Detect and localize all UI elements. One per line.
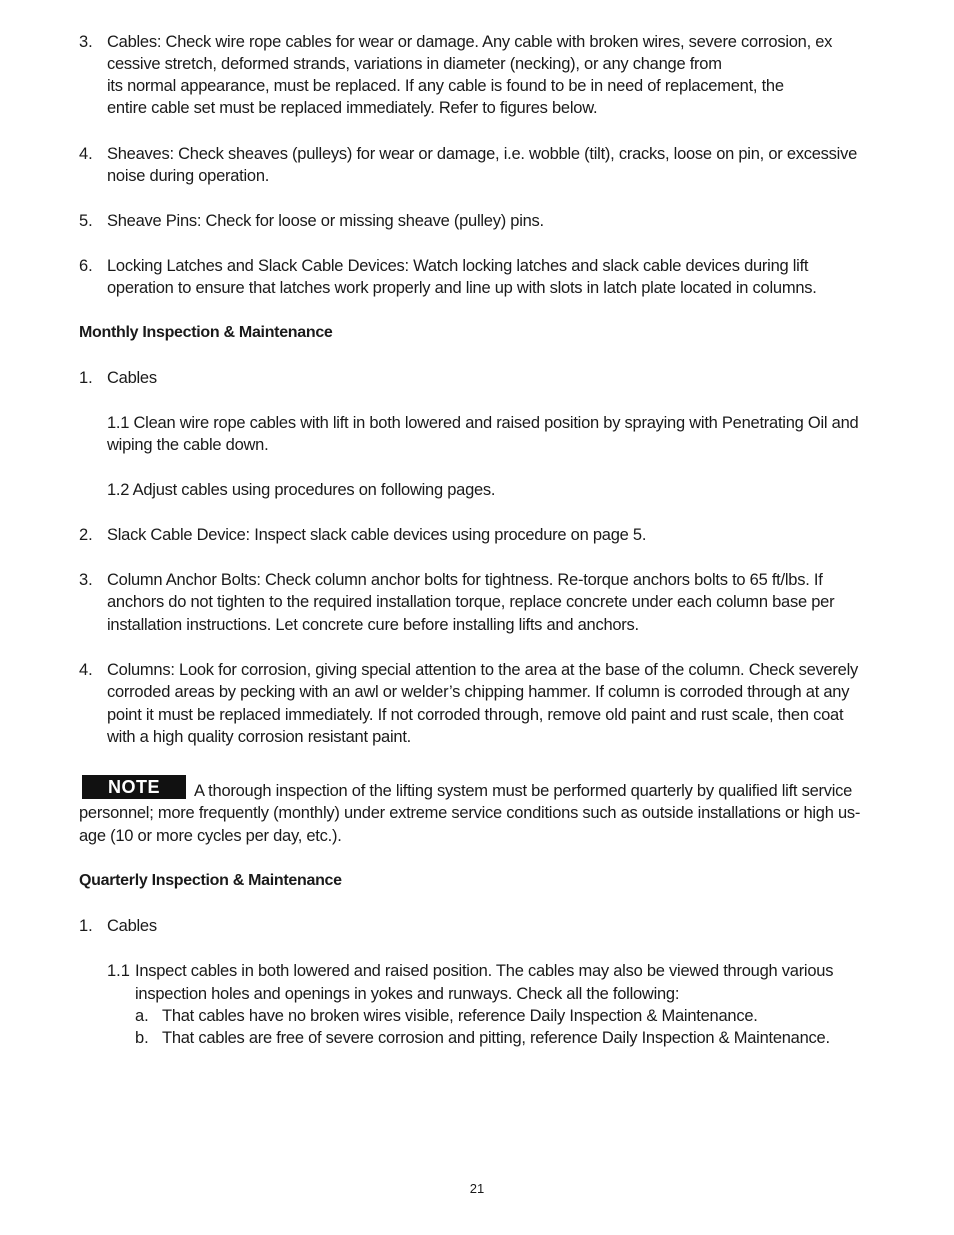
paragraph-line: installation instructions. Let concrete cure before installing lifts and anchors. (107, 616, 639, 634)
paragraph-line: Locking Latches and Slack Cable Devices: Watch locking latches and slack cable devices during lift (107, 257, 809, 275)
list-number: 3. (79, 33, 93, 51)
monthly-heading: Monthly Inspection & Maintenance (79, 324, 333, 341)
paragraph-line: its normal appearance, must be replaced. If any cable is found to be in need of replacement, the (107, 77, 784, 95)
list-number: 2. (79, 526, 93, 544)
list-number: 6. (79, 257, 93, 275)
paragraph-line: 1.1 Clean wire rope cables with lift in both lowered and raised position by spraying with Penetrating Oil and (107, 414, 859, 432)
page-number: 21 (469, 1181, 485, 1196)
paragraph-line: with a high quality corrosion resistant paint. (107, 728, 411, 746)
paragraph-line: Cables: Check wire rope cables for wear or damage. Any cable with broken wires, severe corrosion, ex (107, 33, 833, 51)
item-label: Cables (107, 369, 157, 387)
paragraph-line: wiping the cable down. (107, 436, 269, 454)
item-label: Cables (107, 917, 157, 935)
paragraph-line: Sheave Pins: Check for loose or missing sheave (pulley) pins. (107, 212, 544, 230)
quarterly-heading: Quarterly Inspection & Maintenance (79, 872, 342, 889)
paragraph-line: A thorough inspection of the lifting system must be performed quarterly by qualified lift service (194, 782, 853, 800)
paragraph-line: anchors do not tighten to the required installation torque, replace concrete under each column base per (107, 593, 835, 611)
paragraph-line: 1.2 Adjust cables using procedures on following pages. (107, 481, 496, 499)
list-number: 5. (79, 212, 93, 230)
paragraph-line: cessive stretch, deformed strands, variations in diameter (necking), or any change from (107, 55, 722, 73)
paragraph-line: Slack Cable Device: Inspect slack cable devices using procedure on page 5. (107, 526, 647, 544)
paragraph-line: That cables are free of severe corrosion and pitting, reference Daily Inspection & Maintenance. (162, 1029, 830, 1047)
list-number: 1.1 (107, 962, 130, 980)
paragraph-line: entire cable set must be replaced immediately. Refer to figures below. (107, 99, 598, 117)
paragraph-line: Column Anchor Bolts: Check column anchor bolts for tightness. Re-torque anchors bolts to 65 ft/lbs. If (107, 571, 823, 589)
list-number: 1. (79, 369, 93, 387)
note-badge: NOTE (82, 775, 186, 799)
list-letter: a. (135, 1007, 149, 1025)
paragraph-line: point it must be replaced immediately. If not corroded through, remove old paint and rust scale, then coat (107, 706, 844, 724)
list-number: 1. (79, 917, 93, 935)
list-number: 4. (79, 661, 93, 679)
list-number: 3. (79, 571, 93, 589)
list-number: 4. (79, 145, 93, 163)
paragraph-line: That cables have no broken wires visible, reference Daily Inspection & Maintenance. (162, 1007, 758, 1025)
paragraph-line: operation to ensure that latches work properly and line up with slots in latch plate located in columns. (107, 279, 817, 297)
paragraph-line: corroded areas by pecking with an awl or welder’s chipping hammer. If column is corroded through at any (107, 683, 850, 701)
paragraph-line: Inspect cables in both lowered and raised position. The cables may also be viewed through various (135, 962, 834, 980)
paragraph-line: Sheaves: Check sheaves (pulleys) for wear or damage, i.e. wobble (tilt), cracks, loose on pin, or excessive (107, 145, 858, 163)
paragraph-line: age (10 or more cycles per day, etc.). (79, 827, 342, 845)
paragraph-line: personnel; more frequently (monthly) under extreme service conditions such as outside installations or high us- (79, 804, 861, 822)
paragraph-line: noise during operation. (107, 167, 270, 185)
paragraph-line: inspection holes and openings in yokes and runways. Check all the following: (135, 985, 680, 1003)
list-letter: b. (135, 1029, 149, 1047)
paragraph-line: Columns: Look for corrosion, giving special attention to the area at the base of the column. Check severely (107, 661, 859, 679)
